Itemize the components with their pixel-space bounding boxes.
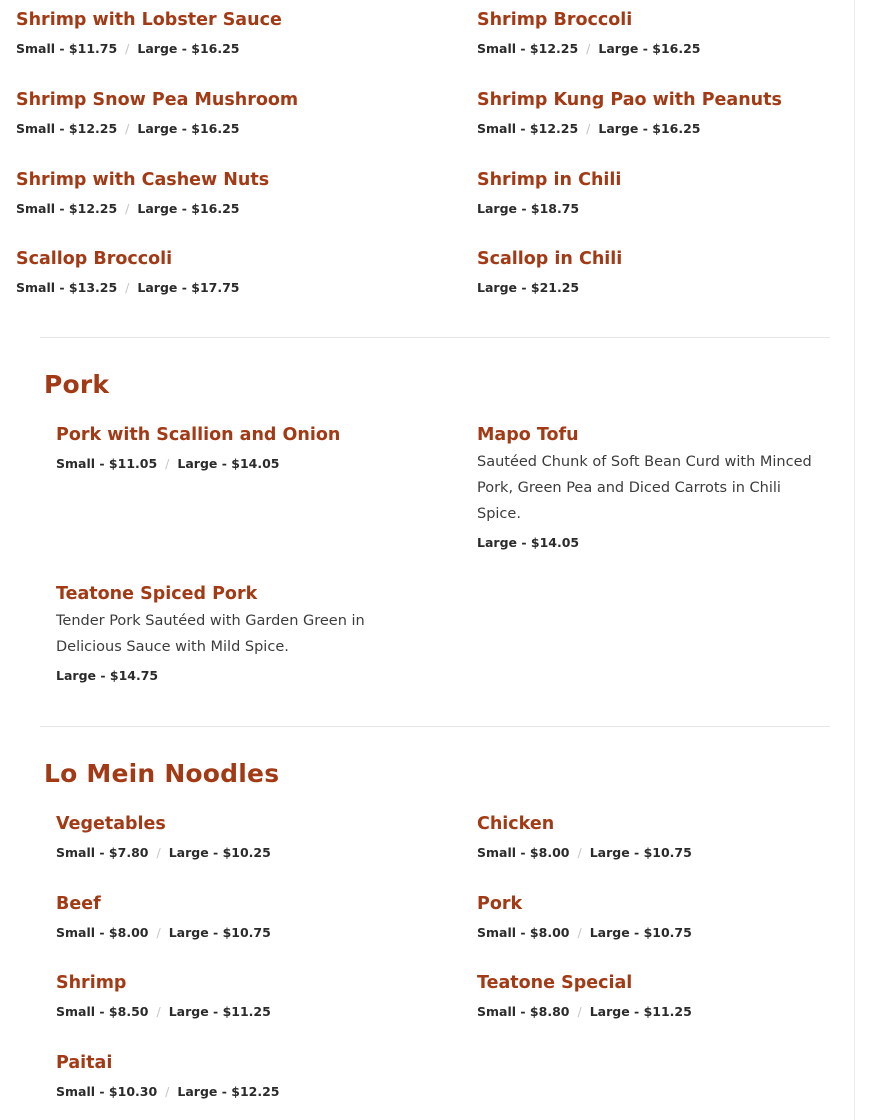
price-small: Small - $8.00 (477, 845, 570, 860)
item-prices (477, 844, 837, 862)
menu-item (477, 424, 827, 552)
item-name: Shrimp Kung Pao with Peanuts (477, 90, 782, 110)
price-separator: / (156, 845, 161, 860)
price-small: Small - $12.25 (477, 121, 579, 136)
menu-item (477, 89, 837, 138)
menu-item (56, 1052, 416, 1101)
price-small: Small - $7.80 (56, 845, 149, 860)
menu-item (477, 972, 837, 1021)
item-name: Mapo Tofu (477, 425, 579, 445)
price-small: Small - $12.25 (16, 201, 118, 216)
price-large: Large - $10.25 (168, 845, 271, 860)
item-name: Shrimp with Cashew Nuts (16, 170, 270, 190)
price-large: Large - $18.75 (477, 201, 580, 216)
item-prices (56, 924, 416, 942)
menu-item (56, 583, 386, 685)
item-name: Teatone Special (477, 973, 633, 993)
price-large: Large - $16.25 (137, 41, 240, 56)
menu-item (56, 424, 416, 473)
price-separator: / (577, 1004, 582, 1019)
price-separator: / (577, 925, 582, 940)
price-large: Large - $16.25 (137, 201, 240, 216)
price-large: Large - $11.25 (168, 1004, 271, 1019)
item-name: Shrimp with Lobster Sauce (16, 10, 282, 30)
item-prices (477, 279, 837, 297)
item-name: Shrimp Broccoli (477, 10, 633, 30)
section-title-pork: Pork (44, 370, 110, 399)
menu-item (16, 169, 376, 218)
price-large: Large - $17.75 (137, 280, 240, 295)
menu-item (477, 169, 837, 218)
item-prices (477, 200, 837, 218)
item-prices (16, 279, 376, 297)
item-name: Pork (477, 894, 523, 914)
price-separator: / (156, 1004, 161, 1019)
price-small: Small - $8.80 (477, 1004, 570, 1019)
price-small: Small - $11.75 (16, 41, 118, 56)
section-title-lo-mein: Lo Mein Noodles (44, 759, 280, 788)
price-small: Small - $10.30 (56, 1084, 158, 1099)
menu-item (477, 893, 837, 942)
price-separator: / (165, 456, 170, 471)
item-description: Tender Pork Sautéed with Garden Green in Delicious Sauce with Mild Spice. (56, 613, 365, 655)
price-large: Large - $16.25 (598, 41, 701, 56)
item-prices (56, 455, 416, 473)
page-edge-rule (854, 0, 855, 1120)
item-prices (16, 120, 376, 138)
price-large: Large - $12.25 (177, 1084, 280, 1099)
price-separator: / (125, 121, 130, 136)
item-name: Shrimp Snow Pea Mushroom (16, 90, 299, 110)
price-separator: / (165, 1084, 170, 1099)
price-large: Large - $14.05 (177, 456, 280, 471)
price-separator: / (156, 925, 161, 940)
item-prices (16, 200, 376, 218)
price-small: Small - $8.00 (56, 925, 149, 940)
item-name: Shrimp in Chili (477, 170, 622, 190)
item-name: Scallop in Chili (477, 249, 623, 269)
item-prices (56, 667, 386, 685)
item-name: Teatone Spiced Pork (56, 584, 258, 604)
menu-item (56, 972, 416, 1021)
item-name: Pork with Scallion and Onion (56, 425, 341, 445)
price-separator: / (586, 121, 591, 136)
item-prices (56, 1083, 416, 1101)
menu-item (16, 9, 376, 58)
item-name: Shrimp (56, 973, 127, 993)
price-separator: / (577, 845, 582, 860)
item-prices (477, 40, 837, 58)
item-prices (16, 40, 376, 58)
price-large: Large - $14.75 (56, 668, 159, 683)
price-large: Large - $10.75 (589, 845, 692, 860)
price-large: Large - $14.05 (477, 535, 580, 550)
item-description: Sautéed Chunk of Soft Bean Curd with Minced Pork, Green Pea and Diced Carrots in Chili Spice. (477, 454, 812, 522)
price-separator: / (125, 41, 130, 56)
item-prices (56, 844, 416, 862)
item-name: Scallop Broccoli (16, 249, 173, 269)
item-name: Chicken (477, 814, 555, 834)
price-small: Small - $8.00 (477, 925, 570, 940)
item-prices (477, 924, 837, 942)
price-large: Large - $16.25 (137, 121, 240, 136)
menu-item (16, 248, 376, 297)
price-small: Small - $12.25 (477, 41, 579, 56)
price-separator: / (125, 280, 130, 295)
menu-item (56, 813, 416, 862)
price-large: Large - $11.25 (589, 1004, 692, 1019)
item-name: Beef (56, 894, 101, 914)
price-small: Small - $11.05 (56, 456, 158, 471)
price-large: Large - $16.25 (598, 121, 701, 136)
menu-item (477, 813, 837, 862)
price-large: Large - $10.75 (168, 925, 271, 940)
item-prices (477, 534, 827, 552)
menu-item (56, 893, 416, 942)
item-prices (477, 1003, 837, 1021)
section-divider (40, 726, 830, 727)
menu-item (477, 248, 837, 297)
price-small: Small - $12.25 (16, 121, 118, 136)
item-prices (56, 1003, 416, 1021)
price-large: Large - $21.25 (477, 280, 580, 295)
item-name: Paitai (56, 1053, 113, 1073)
item-name: Vegetables (56, 814, 166, 834)
price-separator: / (125, 201, 130, 216)
item-prices (477, 120, 837, 138)
menu-item (477, 9, 837, 58)
price-small: Small - $8.50 (56, 1004, 149, 1019)
price-large: Large - $10.75 (589, 925, 692, 940)
price-separator: / (586, 41, 591, 56)
section-divider (40, 337, 830, 338)
menu-item (16, 89, 376, 138)
price-small: Small - $13.25 (16, 280, 118, 295)
